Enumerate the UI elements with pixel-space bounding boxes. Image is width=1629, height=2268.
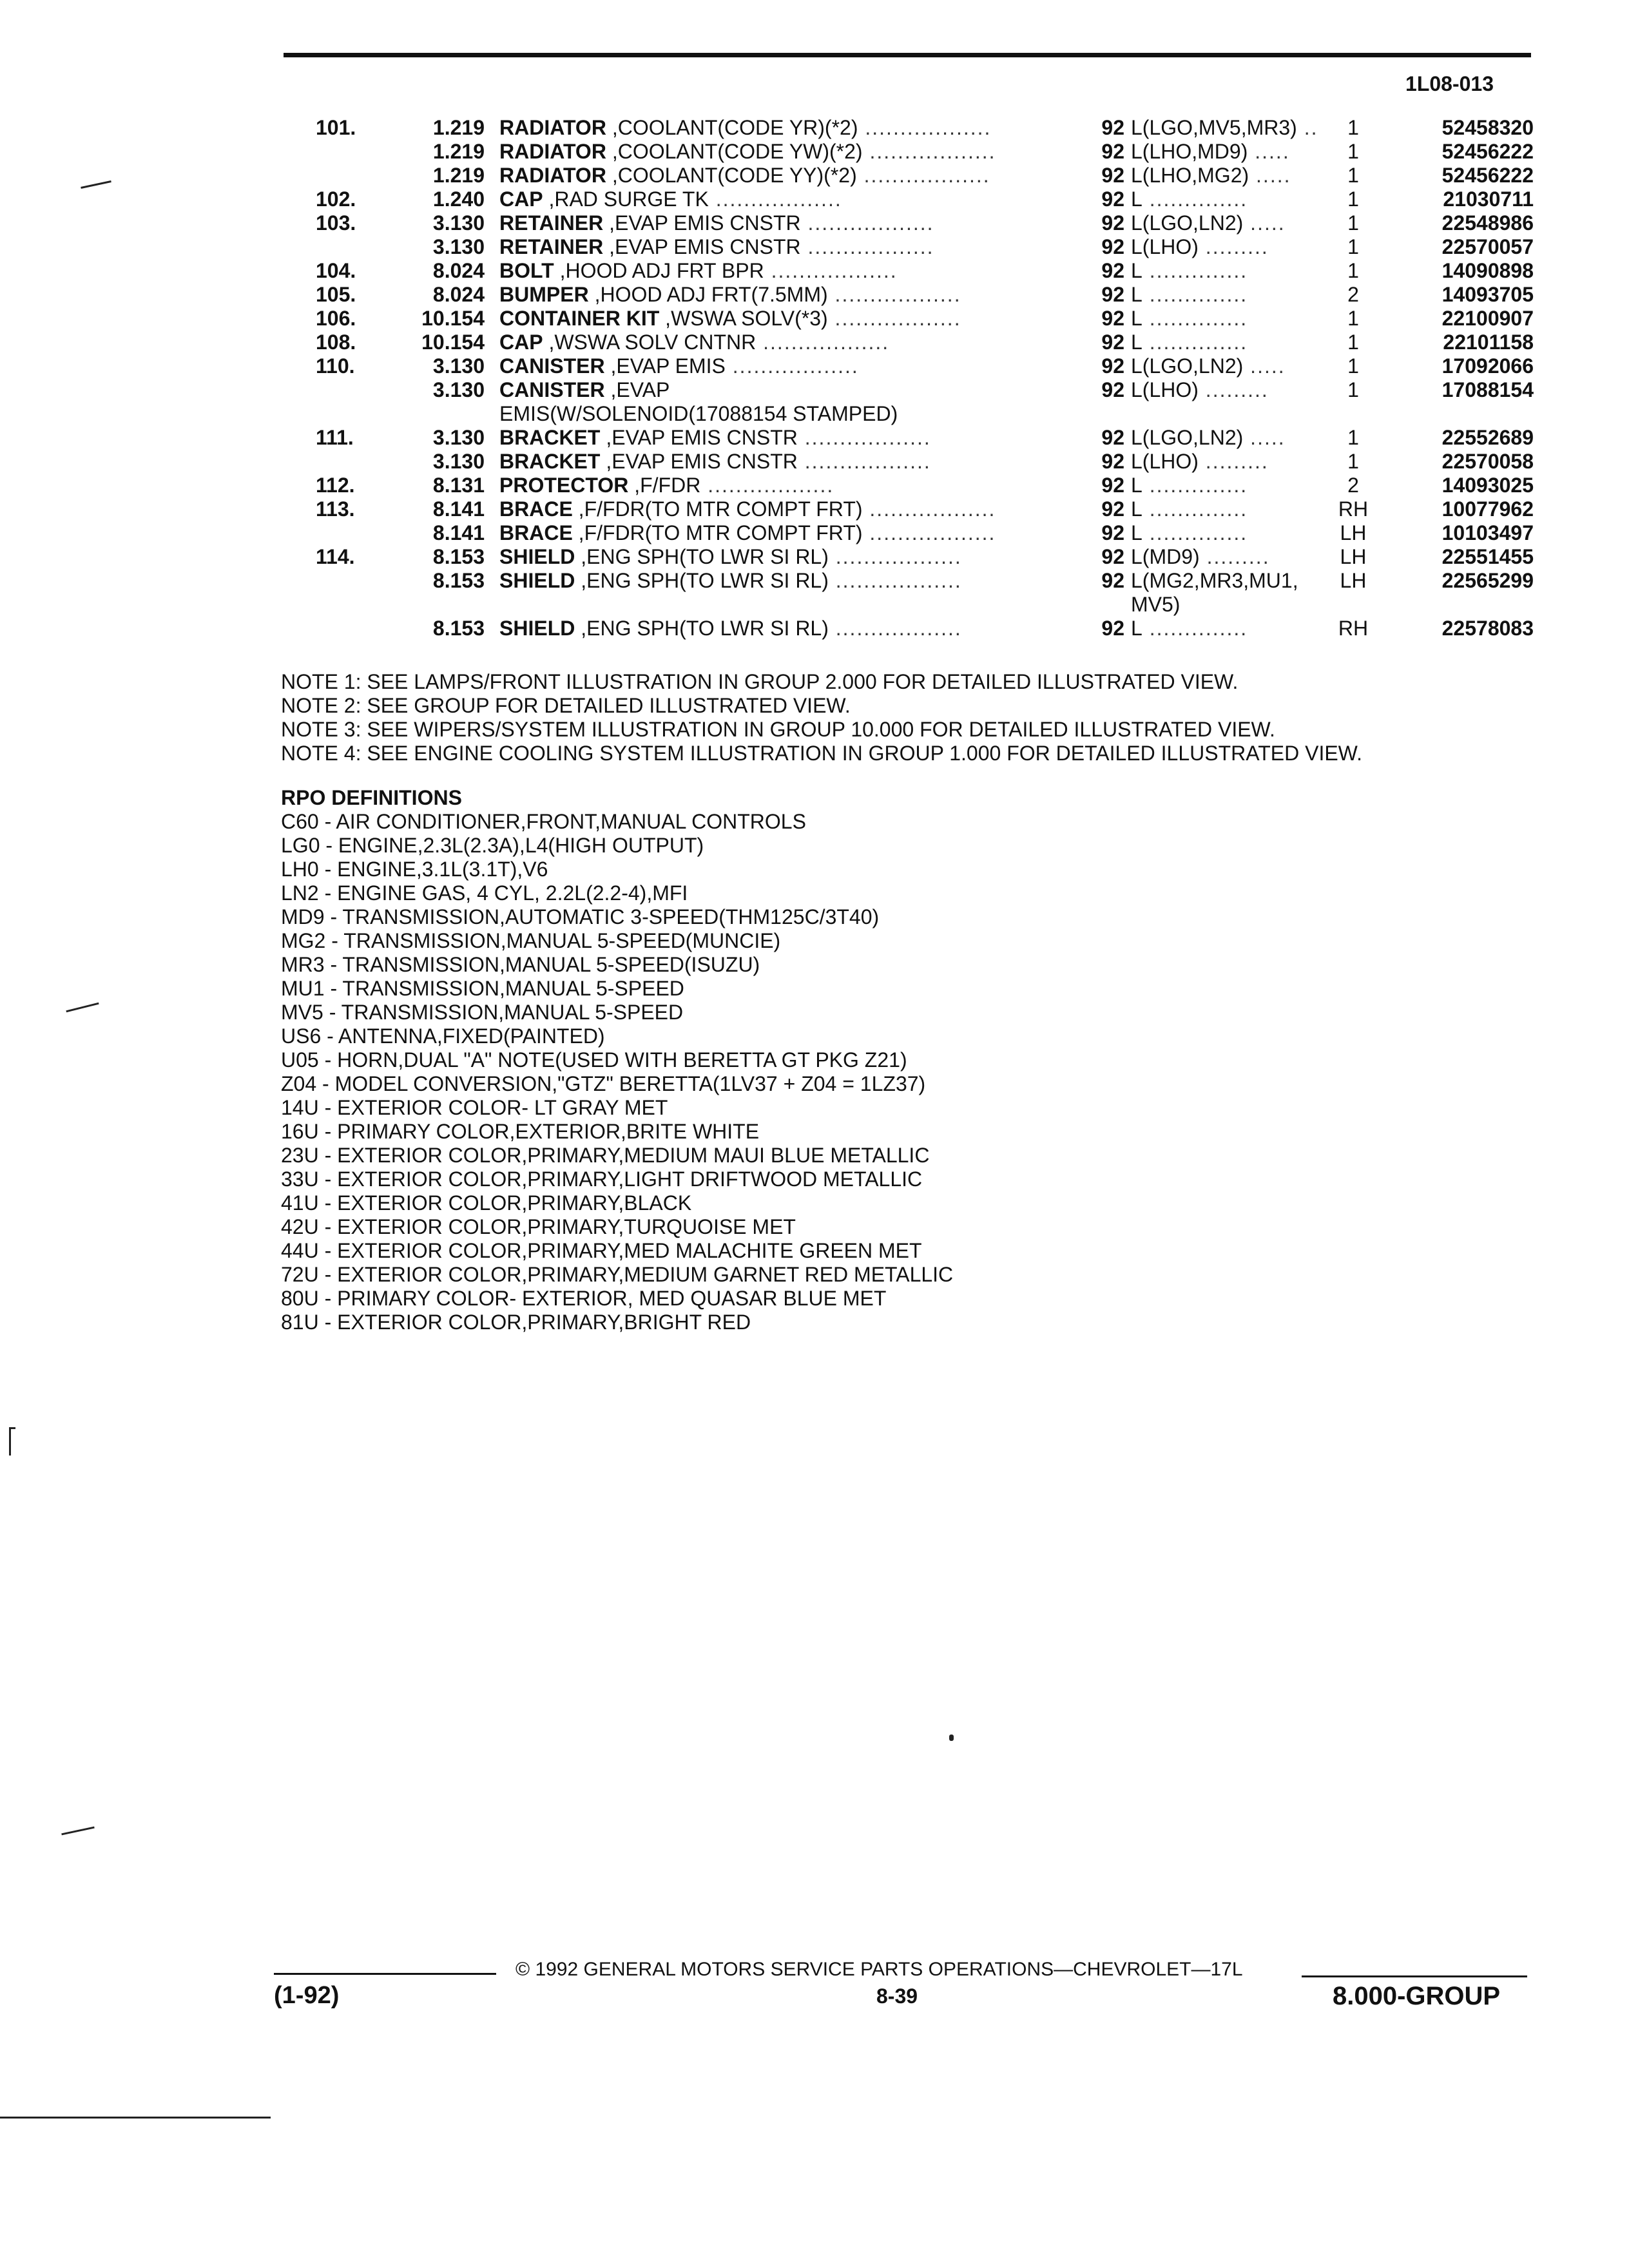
application	[1131, 140, 1331, 164]
group-number: 3.130	[432, 211, 485, 235]
group-number: 3.130	[432, 450, 485, 473]
part-number: 52458320	[1441, 116, 1534, 139]
application-code: L(LHO,MG2)	[1131, 164, 1249, 187]
leader-dots: .....	[1248, 140, 1290, 163]
model-year: 92	[1101, 569, 1124, 592]
part-row	[284, 331, 1534, 354]
application-code: L(LHO)	[1131, 378, 1199, 401]
rpo-item: U05 - HORN,DUAL "A" NOTE(USED WITH BERETTA GT PKG Z21)	[281, 1048, 907, 1072]
application	[1131, 426, 1331, 450]
model-year: 92	[1101, 617, 1124, 640]
scan-mark	[61, 1827, 94, 1836]
scan-mark	[949, 1735, 954, 1741]
part-row	[284, 140, 1534, 164]
group-number: 1.219	[432, 140, 485, 163]
part-name: CANISTER	[499, 378, 605, 401]
leader-dots: .........	[1198, 450, 1269, 473]
group-number: 8.153	[432, 569, 485, 592]
leader-dots: .....	[1249, 164, 1291, 187]
leader-dots: ..................	[828, 545, 962, 568]
leader-dots: ..............	[1142, 521, 1248, 544]
rpo-item: MU1 - TRANSMISSION,MANUAL 5-SPEED	[281, 977, 684, 1000]
model-year: 92	[1101, 426, 1124, 449]
leader-dots: ..................	[828, 617, 962, 640]
model-year: 92	[1101, 187, 1124, 211]
note-line: NOTE 3: SEE WIPERS/SYSTEM ILLUSTRATION IN GROUP 10.000 FOR DETAILED ILLUSTRATED VIEW.	[281, 718, 1275, 741]
quantity: RH	[1338, 617, 1369, 640]
application-code: L	[1131, 331, 1142, 354]
leader-dots: ..............	[1142, 474, 1248, 497]
part-name: RADIATOR	[499, 140, 606, 163]
quantity: 2	[1347, 474, 1359, 497]
leader-dots: .........	[1198, 235, 1269, 258]
part-spec: ,ENG SPH(TO LWR SI RL)	[581, 617, 829, 640]
part-row	[284, 426, 1534, 450]
part-spec: ,EVAP EMIS CNSTR	[606, 450, 798, 473]
part-spec: ,RAD SURGE TK	[548, 187, 709, 211]
part-name: RADIATOR	[499, 116, 606, 139]
application-code: L(MG2,MR3,MU1,	[1131, 569, 1298, 592]
scan-mark	[9, 1427, 15, 1429]
leader-dots: ..............	[1142, 283, 1248, 306]
part-row	[284, 474, 1534, 497]
part-number: 21030711	[1443, 187, 1534, 211]
leader-dots: ..................	[708, 187, 842, 211]
leader-dots: ..............	[1142, 497, 1248, 521]
note-line: NOTE 4: SEE ENGINE COOLING SYSTEM ILLUSTRATION IN GROUP 1.000 FOR DETAILED ILLUSTRATED VIEW.	[281, 742, 1362, 765]
part-row	[284, 164, 1534, 187]
ref-number: 110.	[316, 354, 355, 378]
part-number: 10103497	[1441, 521, 1534, 544]
note-line: NOTE 2: SEE GROUP FOR DETAILED ILLUSTRATED VIEW.	[281, 694, 851, 717]
part-number: 14090898	[1441, 259, 1534, 282]
part-row	[284, 283, 1534, 307]
application-code: L	[1131, 617, 1142, 640]
group-number: 1.240	[432, 187, 485, 211]
ref-number: 104.	[316, 259, 356, 282]
part-name: BRACKET	[499, 426, 601, 449]
application-code: L	[1131, 307, 1142, 330]
part-name: CAP	[499, 187, 543, 211]
group-number: 8.024	[432, 259, 485, 282]
quantity: 1	[1347, 164, 1359, 187]
part-spec: ,HOOD ADJ FRT(7.5MM)	[594, 283, 828, 306]
leader-dots: ..............	[1142, 617, 1248, 640]
footer-page-number: 8-39	[876, 1984, 918, 2008]
part-name: BUMPER	[499, 283, 589, 306]
application	[1131, 521, 1331, 545]
part-spec: ,EVAP EMIS	[610, 354, 726, 378]
part-spec: ,EVAP EMIS CNSTR	[609, 235, 801, 258]
leader-dots: .........	[1198, 378, 1269, 401]
model-year: 92	[1101, 450, 1124, 473]
application-code: L	[1131, 259, 1142, 282]
application	[1131, 569, 1331, 617]
group-number: 3.130	[432, 235, 485, 258]
model-year: 92	[1101, 331, 1124, 354]
part-row	[284, 569, 1534, 617]
ref-number: 105.	[316, 283, 356, 306]
leader-dots: ..............	[1142, 187, 1248, 211]
leader-dots: ..................	[858, 116, 992, 139]
part-spec-continued: EMIS(W/SOLENOID(17088154 STAMPED)	[499, 402, 898, 425]
leader-dots: ..............	[1142, 259, 1248, 282]
leader-dots: ..................	[764, 259, 898, 282]
note-line: NOTE 1: SEE LAMPS/FRONT ILLUSTRATION IN GROUP 2.000 FOR DETAILED ILLUSTRATED VIEW.	[281, 670, 1239, 693]
rpo-item: LG0 - ENGINE,2.3L(2.3A),L4(HIGH OUTPUT)	[281, 834, 704, 857]
quantity: 1	[1347, 307, 1359, 330]
quantity: 1	[1347, 140, 1359, 163]
group-number: 1.219	[432, 164, 485, 187]
part-spec: ,COOLANT(CODE YW)(*2)	[612, 140, 863, 163]
ref-number: 108.	[316, 331, 356, 354]
leader-dots: ..................	[797, 426, 931, 449]
quantity: LH	[1340, 569, 1367, 592]
application	[1131, 307, 1331, 331]
application-code: L(LGO,MV5,MR3)	[1131, 116, 1297, 139]
part-number: 22570057	[1441, 235, 1534, 258]
part-spec: ,WSWA SOLV(*3)	[665, 307, 828, 330]
leader-dots: ..................	[756, 331, 890, 354]
scan-mark	[81, 180, 111, 189]
model-year: 92	[1101, 545, 1124, 568]
rpo-item: C60 - AIR CONDITIONER,FRONT,MANUAL CONTROLS	[281, 810, 806, 833]
model-year: 92	[1101, 521, 1124, 544]
part-name: RADIATOR	[499, 164, 606, 187]
part-name: PROTECTOR	[499, 474, 629, 497]
part-number: 22552689	[1441, 426, 1534, 449]
application-code: L(LHO)	[1131, 235, 1199, 258]
ref-number: 113.	[316, 497, 355, 521]
application	[1131, 116, 1331, 140]
part-row	[284, 497, 1534, 521]
rpo-item: MV5 - TRANSMISSION,MANUAL 5-SPEED	[281, 1001, 684, 1024]
leader-dots: ..................	[827, 283, 961, 306]
part-name: RETAINER	[499, 211, 604, 235]
part-number: 52456222	[1441, 164, 1534, 187]
part-spec: ,EVAP	[610, 378, 670, 401]
part-row	[284, 259, 1534, 283]
application	[1131, 235, 1331, 259]
part-spec: ,ENG SPH(TO LWR SI RL)	[581, 569, 829, 592]
model-year: 92	[1101, 378, 1124, 401]
quantity: 1	[1347, 211, 1359, 235]
model-year: 92	[1101, 307, 1124, 330]
part-spec: ,F/FDR(TO MTR COMPT FRT)	[578, 497, 863, 521]
application-code: L	[1131, 474, 1142, 497]
leader-dots: .....	[1243, 354, 1286, 378]
model-year: 92	[1101, 164, 1124, 187]
group-number: 10.154	[421, 331, 485, 354]
part-row	[284, 378, 1534, 426]
part-row	[284, 116, 1534, 140]
part-row	[284, 235, 1534, 259]
group-number: 10.154	[421, 307, 485, 330]
part-row	[284, 211, 1534, 235]
group-number: 8.153	[432, 545, 485, 568]
rpo-definitions	[281, 786, 953, 1334]
application	[1131, 331, 1331, 354]
group-number: 1.219	[432, 116, 485, 139]
top-rule	[284, 53, 1531, 57]
rpo-item: 41U - EXTERIOR COLOR,PRIMARY,BLACK	[281, 1191, 692, 1215]
group-number: 3.130	[432, 426, 485, 449]
part-row	[284, 187, 1534, 211]
part-spec: ,F/FDR(TO MTR COMPT FRT)	[578, 521, 863, 544]
application	[1131, 450, 1331, 474]
application	[1131, 617, 1331, 640]
part-row	[284, 521, 1534, 545]
application	[1131, 211, 1331, 235]
quantity: 1	[1347, 235, 1359, 258]
rpo-item: 23U - EXTERIOR COLOR,PRIMARY,MEDIUM MAUI BLUE METALLIC	[281, 1144, 930, 1167]
rpo-item: LH0 - ENGINE,3.1L(3.1T),V6	[281, 858, 548, 881]
application-code: L(LGO,LN2)	[1131, 211, 1244, 235]
part-number: 22570058	[1441, 450, 1534, 473]
ref-number: 111.	[316, 426, 354, 449]
notes-section	[281, 670, 1362, 765]
quantity: 1	[1347, 378, 1359, 401]
application-code: L(LHO)	[1131, 450, 1199, 473]
group-number: 8.141	[432, 521, 485, 544]
quantity: 1	[1347, 450, 1359, 473]
rpo-item: 16U - PRIMARY COLOR,EXTERIOR,BRITE WHITE	[281, 1120, 760, 1143]
ref-number: 106.	[316, 307, 356, 330]
application-code: L(LGO,LN2)	[1131, 354, 1244, 378]
part-name: BRACKET	[499, 450, 601, 473]
application	[1131, 497, 1331, 521]
footer-rule-right	[1302, 1975, 1527, 1977]
group-number: 8.024	[432, 283, 485, 306]
part-name: BRACE	[499, 497, 573, 521]
part-spec: ,HOOD ADJ FRT BPR	[559, 259, 764, 282]
leader-dots: ..................	[856, 164, 990, 187]
application	[1131, 354, 1331, 378]
leader-dots: ..................	[827, 307, 961, 330]
part-name: SHIELD	[499, 545, 575, 568]
part-row	[284, 450, 1534, 474]
model-year: 92	[1101, 140, 1124, 163]
leader-dots: ..................	[800, 235, 934, 258]
part-spec: ,EVAP EMIS CNSTR	[606, 426, 798, 449]
part-number: 14093705	[1441, 283, 1534, 306]
application	[1131, 259, 1331, 283]
part-number: 52456222	[1441, 140, 1534, 163]
part-spec: ,F/FDR	[634, 474, 701, 497]
group-number: 8.131	[432, 474, 485, 497]
part-name: SHIELD	[499, 617, 575, 640]
rpo-item: 14U - EXTERIOR COLOR- LT GRAY MET	[281, 1096, 668, 1119]
part-row	[284, 307, 1534, 331]
rpo-item: MD9 - TRANSMISSION,AUTOMATIC 3-SPEED(THM125C/3T40)	[281, 905, 880, 928]
part-name: CONTAINER KIT	[499, 307, 660, 330]
quantity: LH	[1340, 521, 1367, 544]
part-row	[284, 617, 1534, 640]
leader-dots: ..............	[1142, 331, 1248, 354]
part-row	[284, 354, 1534, 378]
leader-dots: ..................	[862, 521, 996, 544]
part-number: 22551455	[1441, 545, 1534, 568]
rpo-item: LN2 - ENGINE GAS, 4 CYL, 2.2L(2.2-4),MFI	[281, 881, 688, 905]
part-number: 14093025	[1441, 474, 1534, 497]
parts-list	[284, 116, 1534, 640]
quantity: 2	[1347, 283, 1359, 306]
leader-dots: ..................	[700, 474, 834, 497]
quantity: 1	[1347, 116, 1359, 139]
rpo-item: 72U - EXTERIOR COLOR,PRIMARY,MEDIUM GARNET RED METALLIC	[281, 1263, 954, 1286]
doc-code: 1L08-013	[1405, 72, 1494, 95]
application	[1131, 378, 1331, 402]
leader-dots: ..................	[797, 450, 931, 473]
application	[1131, 283, 1331, 307]
ref-number: 102.	[316, 187, 356, 211]
group-number: 3.130	[432, 378, 485, 401]
rpo-item: US6 - ANTENNA,FIXED(PAINTED)	[281, 1024, 605, 1048]
part-number: 17092066	[1441, 354, 1534, 378]
part-name: BRACE	[499, 521, 573, 544]
part-spec: ,COOLANT(CODE YY)(*2)	[612, 164, 857, 187]
rpo-item: 80U - PRIMARY COLOR- EXTERIOR, MED QUASAR BLUE MET	[281, 1287, 887, 1310]
scan-mark	[9, 1427, 11, 1456]
application-code: L	[1131, 187, 1142, 211]
ref-number: 112.	[316, 474, 355, 497]
leader-dots: .....	[1243, 426, 1286, 449]
ref-number: 103.	[316, 211, 356, 235]
group-number: 8.153	[432, 617, 485, 640]
group-number: 3.130	[432, 354, 485, 378]
ref-number: 114.	[316, 545, 355, 568]
application-code-continued: MV5)	[1131, 593, 1181, 616]
rpo-item: MR3 - TRANSMISSION,MANUAL 5-SPEED(ISUZU)	[281, 953, 760, 976]
part-row	[284, 545, 1534, 569]
footer-group: 8.000-GROUP	[1333, 1982, 1501, 2010]
part-name: BOLT	[499, 259, 554, 282]
part-name: CAP	[499, 331, 543, 354]
part-number: 10077962	[1441, 497, 1534, 521]
part-spec: ,ENG SPH(TO LWR SI RL)	[581, 545, 829, 568]
scan-mark	[0, 2117, 271, 2119]
part-number: 22100907	[1441, 307, 1534, 330]
model-year: 92	[1101, 497, 1124, 521]
application-code: L	[1131, 283, 1142, 306]
quantity: 1	[1347, 354, 1359, 378]
model-year: 92	[1101, 474, 1124, 497]
quantity: 1	[1347, 426, 1359, 449]
leader-dots: .....	[1243, 211, 1286, 235]
rpo-item: 42U - EXTERIOR COLOR,PRIMARY,TURQUOISE MET	[281, 1215, 796, 1238]
rpo-item: 33U - EXTERIOR COLOR,PRIMARY,LIGHT DRIFTWOOD METALLIC	[281, 1168, 923, 1191]
part-spec: ,COOLANT(CODE YR)(*2)	[612, 116, 858, 139]
application-code: L	[1131, 497, 1142, 521]
leader-dots: .........	[1199, 545, 1270, 568]
part-number: 22548986	[1441, 211, 1534, 235]
rpo-item: 44U - EXTERIOR COLOR,PRIMARY,MED MALACHITE GREEN MET	[281, 1239, 922, 1262]
model-year: 92	[1101, 116, 1124, 139]
application-code: L(LGO,LN2)	[1131, 426, 1244, 449]
part-number: 22565299	[1441, 569, 1534, 592]
scan-mark	[66, 1003, 99, 1012]
quantity: 1	[1347, 259, 1359, 282]
application-code: L(LHO,MD9)	[1131, 140, 1248, 163]
part-name: CANISTER	[499, 354, 605, 378]
model-year: 92	[1101, 259, 1124, 282]
rpo-item: Z04 - MODEL CONVERSION,"GTZ" BERETTA(1LV37 + Z04 = 1LZ37)	[281, 1072, 926, 1095]
leader-dots: ..............	[1142, 307, 1248, 330]
rpo-title: RPO DEFINITIONS	[281, 786, 462, 809]
part-spec: ,EVAP EMIS CNSTR	[609, 211, 801, 235]
application	[1131, 187, 1331, 211]
part-name: RETAINER	[499, 235, 604, 258]
application	[1131, 474, 1331, 497]
application	[1131, 164, 1331, 187]
quantity: RH	[1338, 497, 1369, 521]
footer-date: (1-92)	[274, 1982, 340, 2009]
leader-dots: ..................	[725, 354, 859, 378]
application-code: L(MD9)	[1131, 545, 1200, 568]
model-year: 92	[1101, 283, 1124, 306]
part-spec: ,WSWA SOLV CNTNR	[548, 331, 757, 354]
quantity: LH	[1340, 545, 1367, 568]
model-year: 92	[1101, 354, 1124, 378]
ref-number: 101.	[316, 116, 356, 139]
leader-dots: ..	[1296, 116, 1318, 139]
quantity: 1	[1347, 331, 1359, 354]
leader-dots: ..................	[862, 140, 996, 163]
rpo-item: MG2 - TRANSMISSION,MANUAL 5-SPEED(MUNCIE)	[281, 929, 781, 952]
part-number: 22578083	[1441, 617, 1534, 640]
leader-dots: ..................	[800, 211, 934, 235]
leader-dots: ..................	[862, 497, 996, 521]
leader-dots: ..................	[828, 569, 962, 592]
group-number: 8.141	[432, 497, 485, 521]
quantity: 1	[1347, 187, 1359, 211]
part-number: 22101158	[1443, 331, 1534, 354]
rpo-item: 81U - EXTERIOR COLOR,PRIMARY,BRIGHT RED	[281, 1311, 751, 1334]
model-year: 92	[1101, 211, 1124, 235]
footer-rule-left	[274, 1973, 496, 1975]
footer-copyright: © 1992 GENERAL MOTORS SERVICE PARTS OPERATIONS—CHEVROLET—17L	[516, 1959, 1243, 1980]
application-code: L	[1131, 521, 1142, 544]
model-year: 92	[1101, 235, 1124, 258]
part-number: 17088154	[1441, 378, 1534, 401]
part-name: SHIELD	[499, 569, 575, 592]
application	[1131, 545, 1331, 569]
